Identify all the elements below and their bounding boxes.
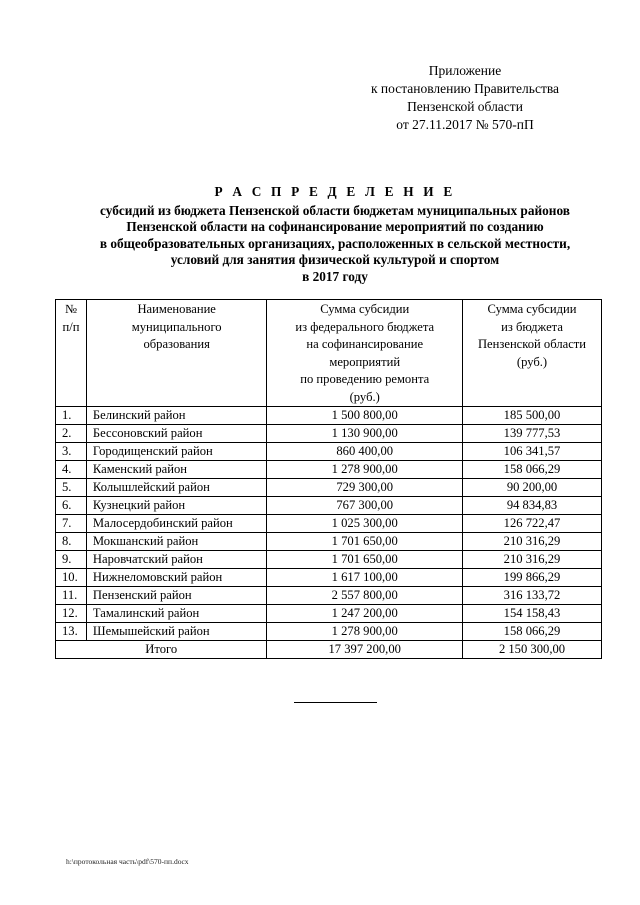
row-number: 4. xyxy=(56,461,87,479)
row-number: 7. xyxy=(56,515,87,533)
row-number: 9. xyxy=(56,551,87,569)
appendix-line: Приложение xyxy=(428,63,502,78)
row-regional: 316 133,72 xyxy=(463,587,602,605)
row-municipality: Малосердобинский район xyxy=(86,515,267,533)
row-federal: 1 278 900,00 xyxy=(267,623,463,641)
row-regional: 90 200,00 xyxy=(463,479,602,497)
document-heading xyxy=(40,184,630,285)
row-regional: 154 158,43 xyxy=(463,605,602,623)
row-municipality: Бессоновский район xyxy=(86,425,267,443)
row-number: 10. xyxy=(56,569,87,587)
row-federal: 1 130 900,00 xyxy=(267,425,463,443)
row-federal: 860 400,00 xyxy=(267,443,463,461)
heading-line: в 2017 году xyxy=(302,268,368,284)
row-federal: 1 701 650,00 xyxy=(267,551,463,569)
row-federal: 1 500 800,00 xyxy=(267,407,463,425)
row-number: 11. xyxy=(56,587,87,605)
row-regional: 126 722,47 xyxy=(463,515,602,533)
row-number: 6. xyxy=(56,497,87,515)
row-regional: 199 866,29 xyxy=(463,569,602,587)
row-regional: 106 341,57 xyxy=(463,443,602,461)
row-municipality: Городищенский район xyxy=(86,443,267,461)
total-federal: 17 397 200,00 xyxy=(267,641,463,659)
row-regional: 94 834,83 xyxy=(463,497,602,515)
total-regional: 2 150 300,00 xyxy=(463,641,602,659)
row-federal: 767 300,00 xyxy=(267,497,463,515)
appendix-line: от 27.11.2017 № 570-пП xyxy=(396,117,534,132)
table-row xyxy=(56,551,602,569)
heading-line: в общеобразовательных организациях, расположенных в сельской местности, xyxy=(99,235,571,251)
table-row xyxy=(56,425,602,443)
table-row xyxy=(56,569,602,587)
row-federal: 1 278 900,00 xyxy=(267,461,463,479)
subsidy-table xyxy=(55,299,602,659)
file-path-footer: h:\протокольная часть\pdf\570-пп.docx xyxy=(66,857,189,866)
row-regional: 158 066,29 xyxy=(463,623,602,641)
row-number: 13. xyxy=(56,623,87,641)
row-municipality: Нижнеломовский район xyxy=(86,569,267,587)
row-municipality: Шемышейский район xyxy=(86,623,267,641)
table-row xyxy=(56,623,602,641)
row-municipality: Каменский район xyxy=(86,461,267,479)
row-municipality: Тамалинский район xyxy=(86,605,267,623)
row-number: 12. xyxy=(56,605,87,623)
heading-line: Пензенской области на софинансирование мероприятий по созданию xyxy=(126,219,544,234)
row-number: 8. xyxy=(56,533,87,551)
table-row xyxy=(56,497,602,515)
row-number: 2. xyxy=(56,425,87,443)
header-regional-subsidy: Сумма субсидии из бюджета Пензенской области (руб.) xyxy=(463,300,602,407)
row-number: 5. xyxy=(56,479,87,497)
row-federal: 1 617 100,00 xyxy=(267,569,463,587)
table-row xyxy=(56,587,602,605)
table-row xyxy=(56,479,602,497)
appendix-line: Пензенской области xyxy=(407,99,523,114)
row-regional: 210 316,29 xyxy=(463,551,602,569)
row-number: 1. xyxy=(56,407,87,425)
row-municipality: Колышлейский район xyxy=(86,479,267,497)
row-federal: 2 557 800,00 xyxy=(267,587,463,605)
heading-line: субсидий из бюджета Пензенской области бюджетам муниципальных районов xyxy=(100,202,570,218)
header-municipality: Наименование муниципального образования xyxy=(86,300,267,407)
row-municipality: Мокшанский район xyxy=(86,533,267,551)
row-regional: 139 777,53 xyxy=(463,425,602,443)
row-regional: 210 316,29 xyxy=(463,533,602,551)
table-row xyxy=(56,533,602,551)
table-row xyxy=(56,461,602,479)
document-title: Р А С П Р Е Д Е Л Е Н И Е xyxy=(214,184,456,199)
total-label: Итого xyxy=(56,641,267,659)
row-municipality: Белинский район xyxy=(86,407,267,425)
heading-line: условий для занятия физической культурой и спортом xyxy=(170,252,500,267)
row-federal: 729 300,00 xyxy=(267,479,463,497)
table-row xyxy=(56,407,602,425)
row-federal: 1 025 300,00 xyxy=(267,515,463,533)
appendix-line: к постановлению Правительства xyxy=(370,81,560,96)
total-row xyxy=(56,641,602,659)
header-federal-subsidy: Сумма субсидии из федерального бюджета на софинансирование мероприятий по проведению ремонта (руб.) xyxy=(267,300,463,407)
row-municipality: Пензенский район xyxy=(86,587,267,605)
table-row xyxy=(56,443,602,461)
row-federal: 1 701 650,00 xyxy=(267,533,463,551)
row-regional: 185 500,00 xyxy=(463,407,602,425)
row-federal: 1 247 200,00 xyxy=(267,605,463,623)
row-municipality: Наровчатский район xyxy=(86,551,267,569)
table-header-row xyxy=(56,300,602,407)
header-number: № п/п xyxy=(56,300,87,407)
table-row xyxy=(56,605,602,623)
row-number: 3. xyxy=(56,443,87,461)
appendix-block xyxy=(340,62,590,134)
table-row xyxy=(56,515,602,533)
closing-divider xyxy=(294,702,377,703)
row-regional: 158 066,29 xyxy=(463,461,602,479)
row-municipality: Кузнецкий район xyxy=(86,497,267,515)
